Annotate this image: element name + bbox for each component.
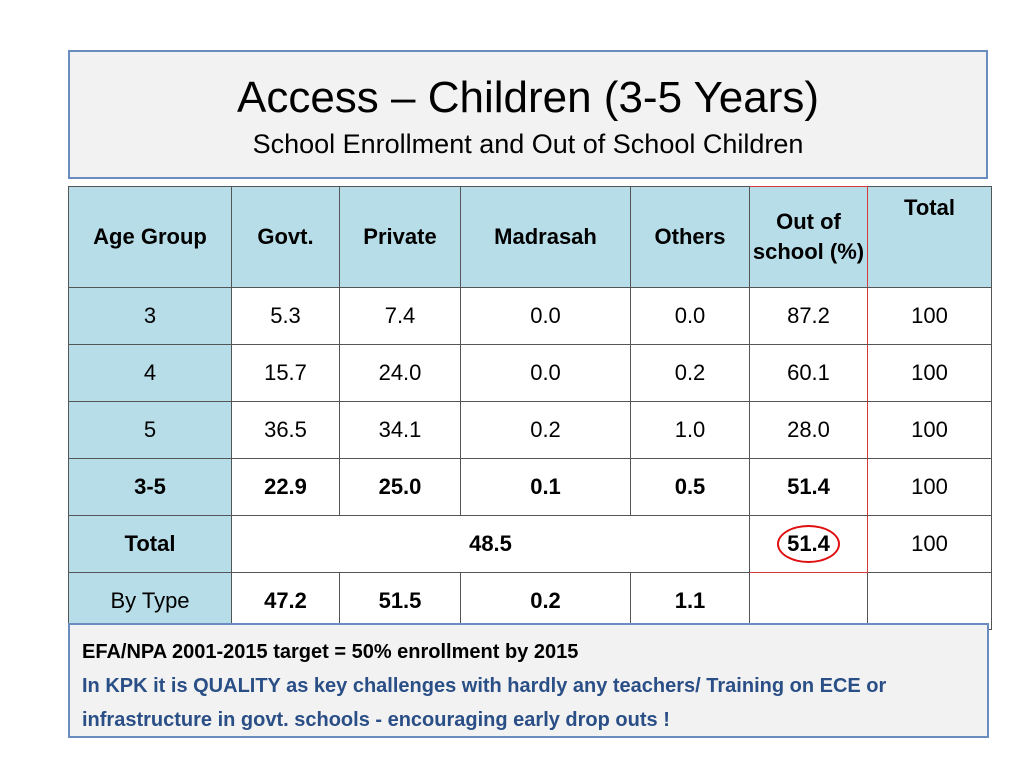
out-of-school-cell: 87.2 [750, 288, 868, 345]
madrasah-cell: 0.1 [461, 459, 631, 516]
others-cell: 0.2 [631, 345, 750, 402]
govt-cell: 47.2 [232, 573, 340, 630]
slide-subtitle: School Enrollment and Out of School Children [252, 129, 804, 159]
table-row [69, 402, 992, 459]
empty-cell [868, 573, 992, 630]
note-line-1: EFA/NPA 2001-2015 target = 50% enrollment by 2015 [82, 641, 579, 663]
by-type-row [69, 573, 992, 630]
out-of-school-cell: 60.1 [750, 345, 868, 402]
header-out-of-school: Out of school (%) [750, 187, 868, 288]
madrasah-cell: 0.2 [461, 402, 631, 459]
header-total: Total [868, 187, 992, 288]
private-cell: 24.0 [340, 345, 461, 402]
age-cell: 4 [69, 345, 232, 402]
private-cell: 51.5 [340, 573, 461, 630]
note-box [68, 623, 989, 738]
madrasah-cell: 0.0 [461, 345, 631, 402]
govt-cell: 36.5 [232, 402, 340, 459]
others-cell: 1.1 [631, 573, 750, 630]
table-header-row [69, 187, 992, 288]
age-cell: 5 [69, 402, 232, 459]
note-line-2: In KPK it is QUALITY as key challenges with hardly any teachers/ Training on ECE or infrastructure in govt. schools - encouraging early drop outs ! [82, 675, 887, 731]
header-age-group: Age Group [69, 187, 232, 288]
by-type-label-cell: By Type [69, 573, 232, 630]
out-of-school-cell: 51.4 [750, 459, 868, 516]
total-cell: 100 [868, 402, 992, 459]
private-cell: 34.1 [340, 402, 461, 459]
total-cell: 100 [868, 288, 992, 345]
title-box [68, 50, 988, 179]
madrasah-cell: 0.0 [461, 288, 631, 345]
total-out-of-school-cell [750, 516, 868, 573]
header-others: Others [631, 187, 750, 288]
table-row [69, 345, 992, 402]
total-enrolled-cell: 48.5 [232, 516, 750, 573]
madrasah-cell: 0.2 [461, 573, 631, 630]
total-cell: 100 [868, 459, 992, 516]
others-cell: 1.0 [631, 402, 750, 459]
govt-cell: 22.9 [232, 459, 340, 516]
age-cell: 3-5 [69, 459, 232, 516]
total-cell: 100 [868, 345, 992, 402]
table-row [69, 288, 992, 345]
total-row [69, 516, 992, 573]
private-cell: 7.4 [340, 288, 461, 345]
total-cell: 100 [868, 516, 992, 573]
total-label-cell: Total [69, 516, 232, 573]
table-row [69, 459, 992, 516]
header-madrasah: Madrasah [461, 187, 631, 288]
govt-cell: 5.3 [232, 288, 340, 345]
enrollment-table [68, 186, 992, 630]
header-govt: Govt. [232, 187, 340, 288]
slide-title: Access – Children (3-5 Years) [236, 73, 820, 122]
header-private: Private [340, 187, 461, 288]
others-cell: 0.5 [631, 459, 750, 516]
others-cell: 0.0 [631, 288, 750, 345]
out-of-school-cell: 28.0 [750, 402, 868, 459]
empty-cell [750, 573, 868, 630]
private-cell: 25.0 [340, 459, 461, 516]
highlight-circle: 51.4 [777, 525, 840, 563]
age-cell: 3 [69, 288, 232, 345]
govt-cell: 15.7 [232, 345, 340, 402]
